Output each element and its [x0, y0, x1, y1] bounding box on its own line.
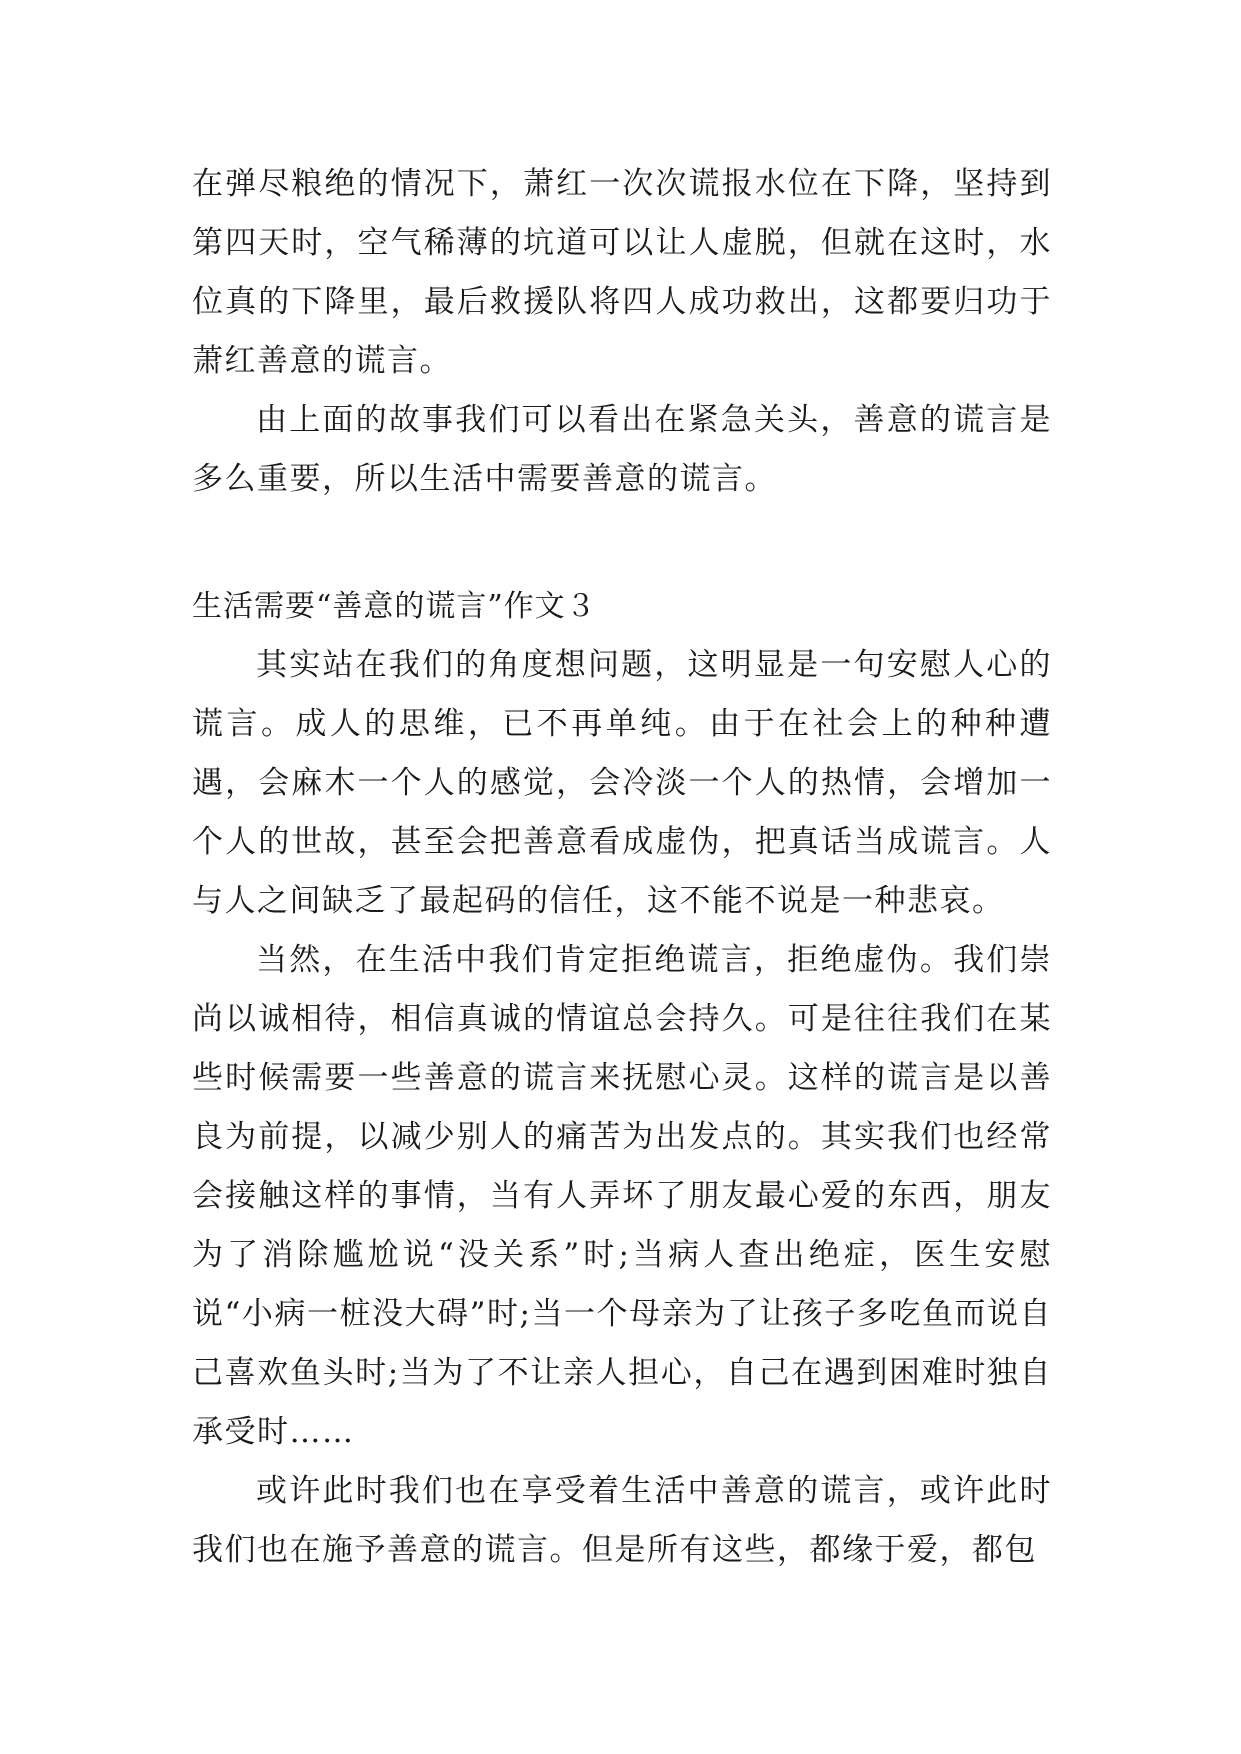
paragraph-2: 当然，在生活中我们肯定拒绝谎言，拒绝虚伪。我们崇尚以诚相待，相信真诚的情谊总会持久。可是往往我们在某些时候需要一些善意的谎言来抚慰心灵。这样的谎言是以善良为前提，以减少别人的痛苦为出发点的。其实我们也经常会接触这样的事情，当有人弄坏了朋友最心爱的东西，朋友为了消除尴尬说“没关系”时;当病人查出绝症，医生安慰说“小病一桩没大碍”时;当一个母亲为了让孩子多吃鱼而说自己喜欢鱼头时;当为了不让亲人担心，自己在遇到困难时独自承受时…… — [192, 942, 1052, 1450]
document-body — [192, 155, 1052, 1580]
paragraph-continuation: 在弹尽粮绝的情况下，萧红一次次谎报水位在下降，坚持到第四天时，空气稀薄的坑道可以让人虚脱，但就在这时，水位真的下降里，最后救援队将四人成功救出，这都要归功于萧红善意的谎言。 — [192, 166, 1052, 379]
paragraph-1: 其实站在我们的角度想问题，这明显是一句安慰人心的谎言。成人的思维，已不再单纯。由于在社会上的种种遭遇，会麻木一个人的感觉，会冷淡一个人的热情，会增加一个人的世故，甚至会把善意看成虚伪，把真话当成谎言。人与人之间缺乏了最起码的信任，这不能不说是一种悲哀。 — [192, 647, 1052, 919]
paragraph-conclusion: 由上面的故事我们可以看出在紧急关头，善意的谎言是多么重要，所以生活中需要善意的谎言。 — [192, 402, 1052, 497]
section-title: 生活需要“善意的谎言”作文３ — [192, 589, 597, 624]
paragraph-3: 或许此时我们也在享受着生活中善意的谎言，或许此时我们也在施予善意的谎言。但是所有这些，都缘于爱，都包 — [192, 1473, 1052, 1568]
